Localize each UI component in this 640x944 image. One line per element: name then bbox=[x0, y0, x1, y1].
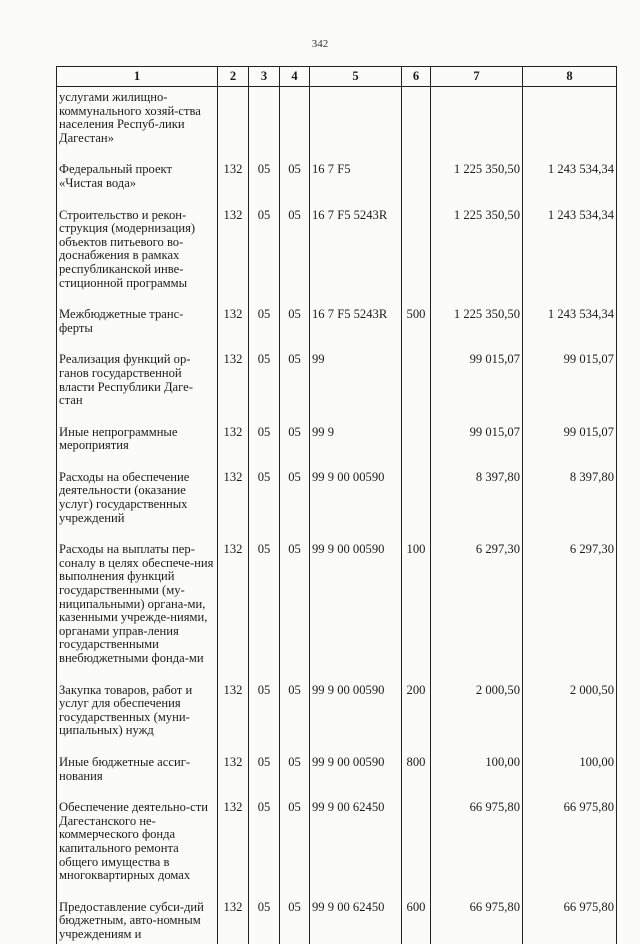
target-article-code: 16 7 F5 5243R bbox=[310, 308, 402, 353]
section-code: 05 bbox=[249, 209, 280, 309]
item-name: Реализация функций ор-ганов государственной власти Республики Даге-стан bbox=[57, 353, 218, 425]
table-row bbox=[57, 308, 617, 353]
header-col-2: 2 bbox=[218, 67, 249, 87]
table-row bbox=[57, 87, 617, 164]
expense-type-code bbox=[402, 471, 431, 543]
header-col-3: 3 bbox=[249, 67, 280, 87]
target-article-code: 99 9 00 00590 bbox=[310, 756, 402, 801]
expense-type-code bbox=[402, 163, 431, 208]
header-col-5: 5 bbox=[310, 67, 402, 87]
subsection-code: 05 bbox=[280, 901, 310, 944]
amount-year-2: 99 015,07 bbox=[523, 426, 617, 471]
amount-year-2: 99 015,07 bbox=[523, 353, 617, 425]
item-name: Закупка товаров, работ и услуг для обеспечения государственных (муни-ципальных) нужд bbox=[57, 684, 218, 756]
expense-type-code bbox=[402, 801, 431, 901]
section-code: 05 bbox=[249, 308, 280, 353]
expense-type-code: 100 bbox=[402, 543, 431, 683]
item-name: Строительство и рекон-струкция (модернизация) объектов питьевого во-доснабжения в рамках республиканской инве-стиционной программы bbox=[57, 209, 218, 309]
subsection-code: 05 bbox=[280, 756, 310, 801]
section-code: 05 bbox=[249, 163, 280, 208]
header-col-6: 6 bbox=[402, 67, 431, 87]
ministry-code: 132 bbox=[218, 543, 249, 683]
amount-year-1: 66 975,80 bbox=[431, 801, 523, 901]
target-article-code bbox=[310, 87, 402, 164]
subsection-code: 05 bbox=[280, 353, 310, 425]
subsection-code: 05 bbox=[280, 308, 310, 353]
table-header bbox=[57, 67, 617, 87]
header-col-4: 4 bbox=[280, 67, 310, 87]
subsection-code bbox=[280, 87, 310, 164]
amount-year-2: 8 397,80 bbox=[523, 471, 617, 543]
subsection-code: 05 bbox=[280, 684, 310, 756]
expense-type-code: 800 bbox=[402, 756, 431, 801]
ministry-code: 132 bbox=[218, 426, 249, 471]
section-code: 05 bbox=[249, 353, 280, 425]
ministry-code: 132 bbox=[218, 901, 249, 944]
ministry-code bbox=[218, 87, 249, 164]
item-name: Обеспечение деятельно-сти Дагестанского не-коммерческого фонда капитального ремонта общего имущества в многоквартирных домах bbox=[57, 801, 218, 901]
amount-year-1: 99 015,07 bbox=[431, 426, 523, 471]
ministry-code: 132 bbox=[218, 209, 249, 309]
table-row bbox=[57, 209, 617, 309]
subsection-code: 05 bbox=[280, 543, 310, 683]
target-article-code: 99 bbox=[310, 353, 402, 425]
item-name: Расходы на обеспечение деятельности (оказание услуг) государственных учреждений bbox=[57, 471, 218, 543]
item-name: услугами жилищно-коммунального хозяй-ства населения Респуб-лики Дагестан» bbox=[57, 87, 218, 164]
expense-type-code: 200 bbox=[402, 684, 431, 756]
amount-year-2: 1 243 534,34 bbox=[523, 209, 617, 309]
expense-type-code bbox=[402, 426, 431, 471]
table-row bbox=[57, 756, 617, 801]
section-code: 05 bbox=[249, 543, 280, 683]
item-name: Расходы на выплаты пер-соналу в целях обеспече-ния выполнения функций государственными (му-ниципальными) органа-ми, казенными учрежде-ниями, органами управ-ления государственными внебюджетными фонда-ми bbox=[57, 543, 218, 683]
amount-year-2 bbox=[523, 87, 617, 164]
amount-year-1: 99 015,07 bbox=[431, 353, 523, 425]
section-code: 05 bbox=[249, 801, 280, 901]
section-code: 05 bbox=[249, 756, 280, 801]
ministry-code: 132 bbox=[218, 684, 249, 756]
section-code: 05 bbox=[249, 426, 280, 471]
expense-type-code bbox=[402, 87, 431, 164]
section-code bbox=[249, 87, 280, 164]
item-name: Федеральный проект «Чистая вода» bbox=[57, 163, 218, 208]
amount-year-1: 1 225 350,50 bbox=[431, 163, 523, 208]
amount-year-2: 66 975,80 bbox=[523, 901, 617, 944]
section-code: 05 bbox=[249, 901, 280, 944]
budget-table bbox=[56, 66, 617, 944]
table-row bbox=[57, 353, 617, 425]
header-col-1: 1 bbox=[57, 67, 218, 87]
amount-year-2: 2 000,50 bbox=[523, 684, 617, 756]
subsection-code: 05 bbox=[280, 801, 310, 901]
subsection-code: 05 bbox=[280, 209, 310, 309]
ministry-code: 132 bbox=[218, 353, 249, 425]
page-number: 342 bbox=[311, 38, 329, 50]
target-article-code: 16 7 F5 5243R bbox=[310, 209, 402, 309]
table-row bbox=[57, 901, 617, 944]
header-col-8: 8 bbox=[523, 67, 617, 87]
subsection-code: 05 bbox=[280, 426, 310, 471]
amount-year-2: 66 975,80 bbox=[523, 801, 617, 901]
ministry-code: 132 bbox=[218, 756, 249, 801]
target-article-code: 99 9 00 00590 bbox=[310, 684, 402, 756]
amount-year-1: 2 000,50 bbox=[431, 684, 523, 756]
expense-type-code: 600 bbox=[402, 901, 431, 944]
ministry-code: 132 bbox=[218, 801, 249, 901]
section-code: 05 bbox=[249, 471, 280, 543]
amount-year-2: 1 243 534,34 bbox=[523, 308, 617, 353]
amount-year-1: 8 397,80 bbox=[431, 471, 523, 543]
table-row bbox=[57, 163, 617, 208]
table-body bbox=[57, 87, 617, 944]
expense-type-code bbox=[402, 209, 431, 309]
amount-year-2: 100,00 bbox=[523, 756, 617, 801]
header-row bbox=[57, 67, 617, 87]
table-row bbox=[57, 471, 617, 543]
target-article-code: 99 9 00 00590 bbox=[310, 543, 402, 683]
subsection-code: 05 bbox=[280, 163, 310, 208]
amount-year-1 bbox=[431, 87, 523, 164]
amount-year-1: 66 975,80 bbox=[431, 901, 523, 944]
ministry-code: 132 bbox=[218, 163, 249, 208]
amount-year-1: 100,00 bbox=[431, 756, 523, 801]
subsection-code: 05 bbox=[280, 471, 310, 543]
target-article-code: 99 9 00 62450 bbox=[310, 801, 402, 901]
item-name: Иные непрограммные мероприятия bbox=[57, 426, 218, 471]
amount-year-1: 1 225 350,50 bbox=[431, 308, 523, 353]
header-col-7: 7 bbox=[431, 67, 523, 87]
table-row bbox=[57, 426, 617, 471]
ministry-code: 132 bbox=[218, 308, 249, 353]
table-row bbox=[57, 801, 617, 901]
expense-type-code: 500 bbox=[402, 308, 431, 353]
target-article-code: 99 9 00 62450 bbox=[310, 901, 402, 944]
section-code: 05 bbox=[249, 684, 280, 756]
table-row bbox=[57, 543, 617, 683]
expense-type-code bbox=[402, 353, 431, 425]
item-name: Иные бюджетные ассиг-нования bbox=[57, 756, 218, 801]
amount-year-1: 6 297,30 bbox=[431, 543, 523, 683]
table-row bbox=[57, 684, 617, 756]
amount-year-1: 1 225 350,50 bbox=[431, 209, 523, 309]
item-name: Межбюджетные транс-ферты bbox=[57, 308, 218, 353]
ministry-code: 132 bbox=[218, 471, 249, 543]
target-article-code: 16 7 F5 bbox=[310, 163, 402, 208]
amount-year-2: 1 243 534,34 bbox=[523, 163, 617, 208]
target-article-code: 99 9 bbox=[310, 426, 402, 471]
item-name: Предоставление субси-дий бюджетным, авто-номным учреждениям и bbox=[57, 901, 218, 944]
amount-year-2: 6 297,30 bbox=[523, 543, 617, 683]
target-article-code: 99 9 00 00590 bbox=[310, 471, 402, 543]
